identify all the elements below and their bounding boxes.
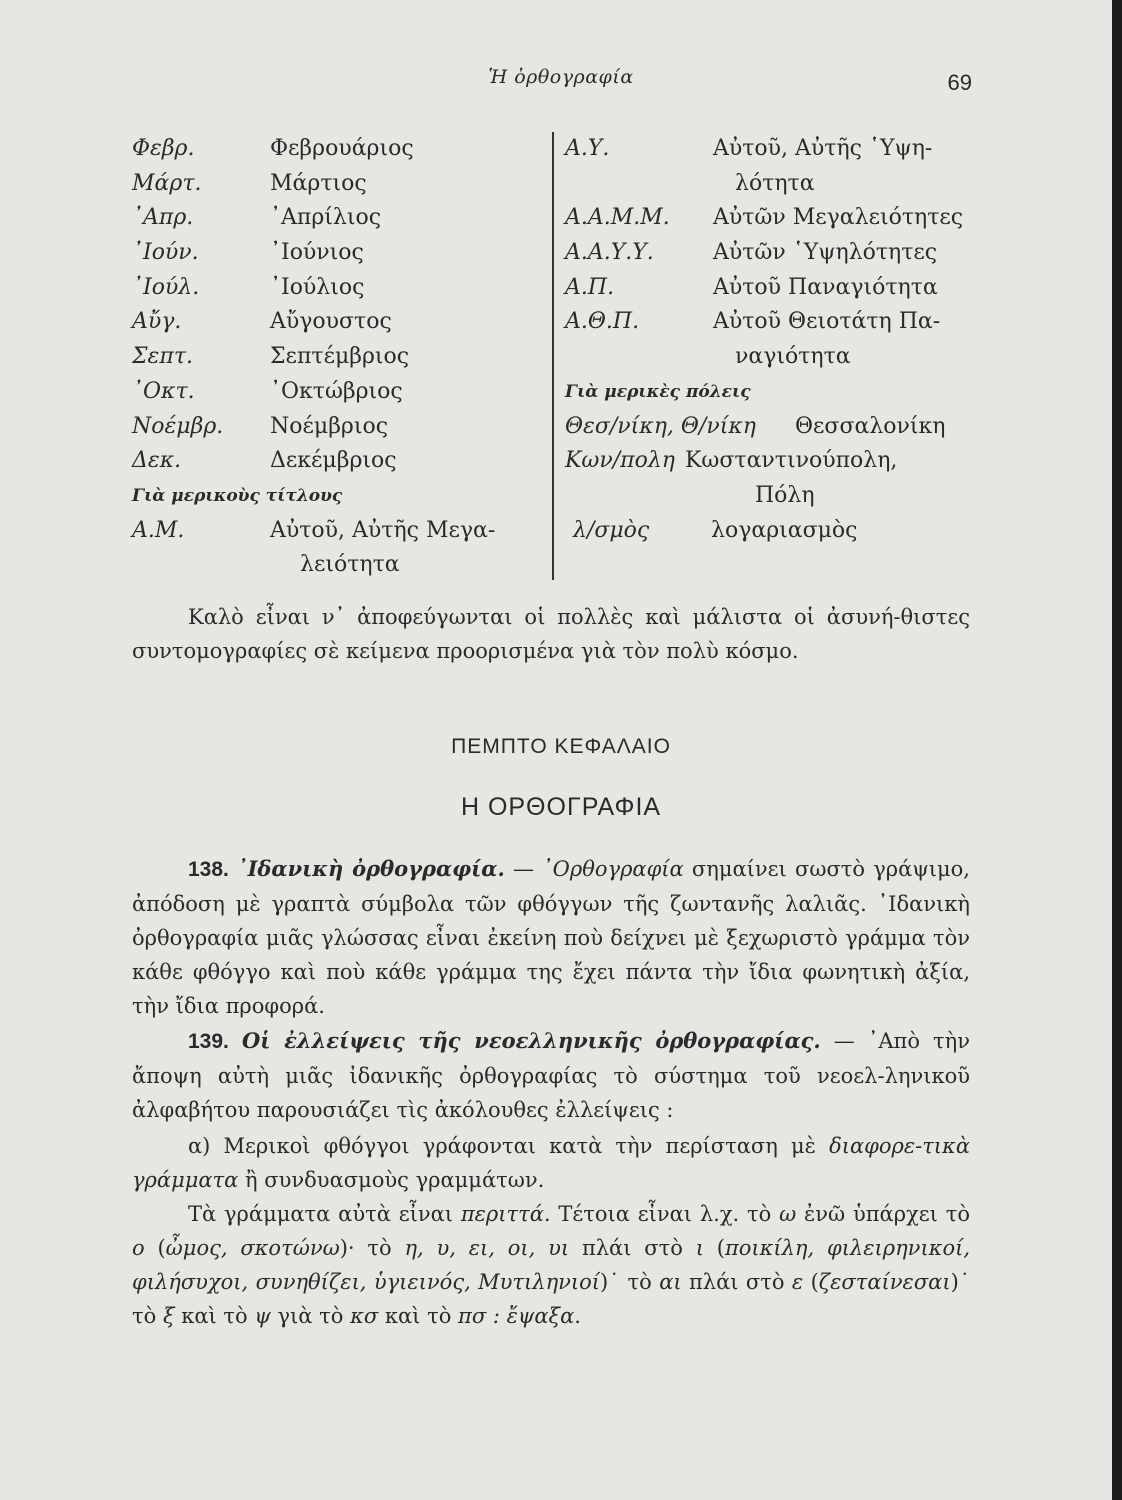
running-header: Ἡ ὀρθογραφία [488, 66, 634, 88]
full-form: Αὐτοῦ, Αὐτῆς ῾Υψη- [713, 136, 933, 161]
emph-run: ο [132, 1236, 145, 1260]
abbr-row [565, 132, 975, 167]
section-title: ᾿Ιδανικὴ ὀρθογραφία. [237, 856, 505, 881]
abbr: Μάρτ. [132, 170, 202, 196]
abbr-row [565, 236, 975, 271]
full-form-continuation: ναγιότητα [735, 344, 851, 370]
abbr: Νοέμβρ. [132, 413, 224, 439]
chapter-title: Η ΟΡΘΟΓΡΑΦΙΑ [460, 793, 662, 821]
section-number: 138. [188, 858, 229, 881]
text-run: ( [803, 1270, 819, 1294]
abbr-row [132, 201, 542, 236]
abbr: ᾿Ιούλ. [132, 274, 200, 300]
full-form: Φεβρουάριος [270, 136, 414, 161]
item-text-tail: ἢ συνδυασμοὺς γραμμάτων. [238, 1168, 545, 1192]
abbr-row [565, 410, 975, 445]
abbr-row-continuation [565, 340, 975, 375]
abbreviation-column-right [565, 132, 975, 548]
item-text: α) Μερικοὶ φθόγγοι γράφονται κατὰ τὴν περίσταση μὲ [188, 1134, 830, 1158]
titles-subheading: Γιὰ μερικοὺς τίτλους [132, 485, 343, 506]
text-run: πλάι στὸ [681, 1270, 792, 1294]
full-form: Κωσταντινούπολη, [685, 448, 898, 474]
abbr: Δεκ. [132, 448, 182, 474]
dash: — [820, 1029, 868, 1053]
abbr-row [132, 514, 542, 549]
full-form: Αὐτοῦ Παναγιότητα [713, 274, 938, 300]
abbr-row [565, 444, 975, 479]
emph-run: ι [695, 1236, 704, 1260]
full-form: Νοέμβριος [270, 413, 389, 439]
abbr-row [132, 340, 542, 375]
text-run: ( [703, 1236, 725, 1260]
abbr: Α.Α.Υ.Υ. [565, 240, 654, 266]
full-form: Σεπτέμβριος [270, 344, 410, 370]
full-form: ᾿Ιούλιος [270, 274, 365, 300]
abbr-row [132, 167, 542, 202]
abbr-row [132, 305, 542, 340]
full-form: Αὐτῶν Μεγαλειότητες [713, 205, 964, 231]
emph-run: πσ : ἔψαξα [458, 1304, 575, 1328]
page-number: 69 [947, 70, 972, 95]
abbr: Φεβρ. [132, 136, 195, 161]
emph-run: ω [779, 1202, 797, 1226]
abbr-row [132, 444, 542, 479]
section-text: ᾿Απὸ τὴν ἄποψη αὐτὴ μιᾶς ἰδανικῆς ὀρθογραφίας τὸ σύστημα τοῦ νεοελ-ληνικοῦ ἀλφαβήτου παρουσιάζει τὶς ἀκόλουθες ἐλλείψεις : [132, 1029, 970, 1122]
column-divider [552, 132, 554, 580]
defined-term: ᾿Ορθογραφία [542, 857, 684, 881]
emph-run: ε [791, 1270, 804, 1294]
emph-run: ποικίλη, φιλειρηνικοί, φιλήσυχοι, συνηθίζει, ὑγιεινός, Μυτιληνιοί [132, 1236, 970, 1294]
abbr: Σεπτ. [132, 344, 193, 370]
abbreviation-column-left [132, 132, 542, 583]
full-form-continuation: λειότητα [300, 552, 400, 578]
section-title: Οἱ ἐλλείψεις τῆς νεοελληνικῆς ὀρθογραφίας. [241, 1028, 821, 1053]
abbr: Θεσ/νίκη, Θ/νίκη [565, 413, 756, 439]
text-run: πλάι στὸ [569, 1236, 696, 1260]
abbr-row [132, 236, 542, 271]
section-number: 139. [188, 1030, 229, 1053]
abbr: ᾿Ιούν. [132, 240, 199, 266]
full-form: ᾿Οκτώβριος [270, 378, 403, 404]
item-emphasis: διαφορε-τικὰ γράμματα [132, 1134, 970, 1192]
section-139 [132, 1024, 970, 1127]
abbr-row-continuation [565, 479, 975, 514]
text-run: καὶ τὸ [174, 1304, 255, 1328]
full-form: Μάρτιος [270, 170, 367, 196]
text-run: Τὰ γράμματα αὐτὰ εἶναι [188, 1202, 461, 1226]
full-form: Αὔγουστος [270, 309, 392, 335]
full-form: λογαριασμὸς [711, 517, 858, 543]
cities-subheading: Γιὰ μερικὲς πόλεις [565, 381, 751, 402]
full-form: Θεσσαλονίκη [795, 413, 946, 439]
abbr-row [565, 305, 975, 340]
abbr: Α.Μ. [132, 517, 185, 543]
emph-run: ὦμος, σκοτώνω [165, 1236, 340, 1260]
abbr-row [565, 271, 975, 306]
abbreviation-table [132, 132, 970, 584]
emph-run: περιττά [460, 1202, 544, 1226]
abbr-row [132, 132, 542, 167]
text-run: γιὰ τὸ [270, 1304, 351, 1328]
section-138 [132, 852, 970, 1023]
full-form: ᾿Ιούνιος [270, 240, 364, 266]
abbr: Α.Θ.Π. [565, 309, 640, 335]
emph-run: αι [659, 1270, 682, 1294]
emph-run: ζεσταίνεσαι [818, 1270, 951, 1294]
text-run: . Τέτοια εἶναι λ.χ. τὸ [543, 1202, 780, 1226]
abbr-row-continuation [132, 548, 542, 583]
text-run: )· τὸ [339, 1236, 405, 1260]
abbr: Α.Α.Μ.Μ. [565, 205, 670, 231]
text-run: . [574, 1304, 581, 1328]
abbr: Α.Π. [565, 274, 615, 300]
full-form: Δεκέμβριος [270, 448, 397, 474]
text-run: καὶ τὸ [378, 1304, 459, 1328]
emph-run: κσ [350, 1304, 379, 1328]
abbr-row [132, 375, 542, 410]
emph-run: η, υ, ει, οι, υι [404, 1236, 570, 1260]
text-run: ἐνῶ ὑπάρχει τὸ [796, 1202, 970, 1226]
full-form-continuation: λότητα [735, 170, 815, 196]
abbr-row [565, 514, 975, 549]
abbr: Α.Υ. [565, 136, 610, 161]
superfluous-letters-paragraph [132, 1197, 970, 1333]
text-run: )˙ τὸ [600, 1270, 660, 1294]
abbr: λ/σμὸς [573, 517, 650, 543]
full-form: Αὐτοῦ, Αὐτῆς Μεγα- [270, 517, 496, 543]
abbr-row [132, 271, 542, 306]
abbr: Κων/πολη [565, 448, 675, 474]
abbr-row [132, 410, 542, 445]
full-form-continuation: Πόλη [755, 482, 815, 508]
text-run: )˙ τὸ [132, 1270, 970, 1328]
section-text: σημαίνει σωστὸ γράψιμο, ἀπόδοση μὲ γραπτὰ σύμβολα τῶν φθόγγων τῆς ζωντανῆς λαλιᾶς. ᾿Ιδανικὴ ὀρθογραφία μιᾶς γλώσσας εἶναι ἐκείνη ποὺ δείχνει μὲ ξεχωριστὸ γράμμα τὸν κάθε φθόγγο καὶ ποὺ κάθε γράμμα της ἔχει πάντα τὴν ἴδια φωνητικὴ ἀξία, τὴν ἴδια προφορά. [132, 857, 970, 1018]
emph-run: ψ [254, 1304, 271, 1328]
full-form: Αὐτῶν ῾Υψηλότητες [713, 240, 938, 266]
full-form: Αὐτοῦ Θειοτάτη Πα- [713, 309, 941, 335]
emph-run: ξ [162, 1304, 175, 1328]
chapter-label: ΠΕΜΠΤΟ ΚΕΦΑΛΑΙΟ [451, 735, 671, 758]
abbr-row-continuation [565, 167, 975, 202]
abbr: ᾿Απρ. [132, 205, 194, 231]
abbr-row [565, 201, 975, 236]
text-run: ( [144, 1236, 166, 1260]
abbr: ᾿Οκτ. [132, 378, 195, 404]
full-form: ᾿Απρίλιος [270, 205, 382, 231]
item-a [132, 1129, 970, 1197]
abbr: Αὔγ. [132, 309, 182, 335]
abbreviation-note: Καλὸ εἶναι ν᾿ ἀποφεύγωνται οἱ πολλὲς καὶ μάλιστα οἱ ἀσυνή-θιστες συντομογραφίες σὲ κείμενα προορισμένα γιὰ τὸν πολὺ κόσμο. [132, 605, 970, 663]
dash: — [504, 857, 543, 881]
